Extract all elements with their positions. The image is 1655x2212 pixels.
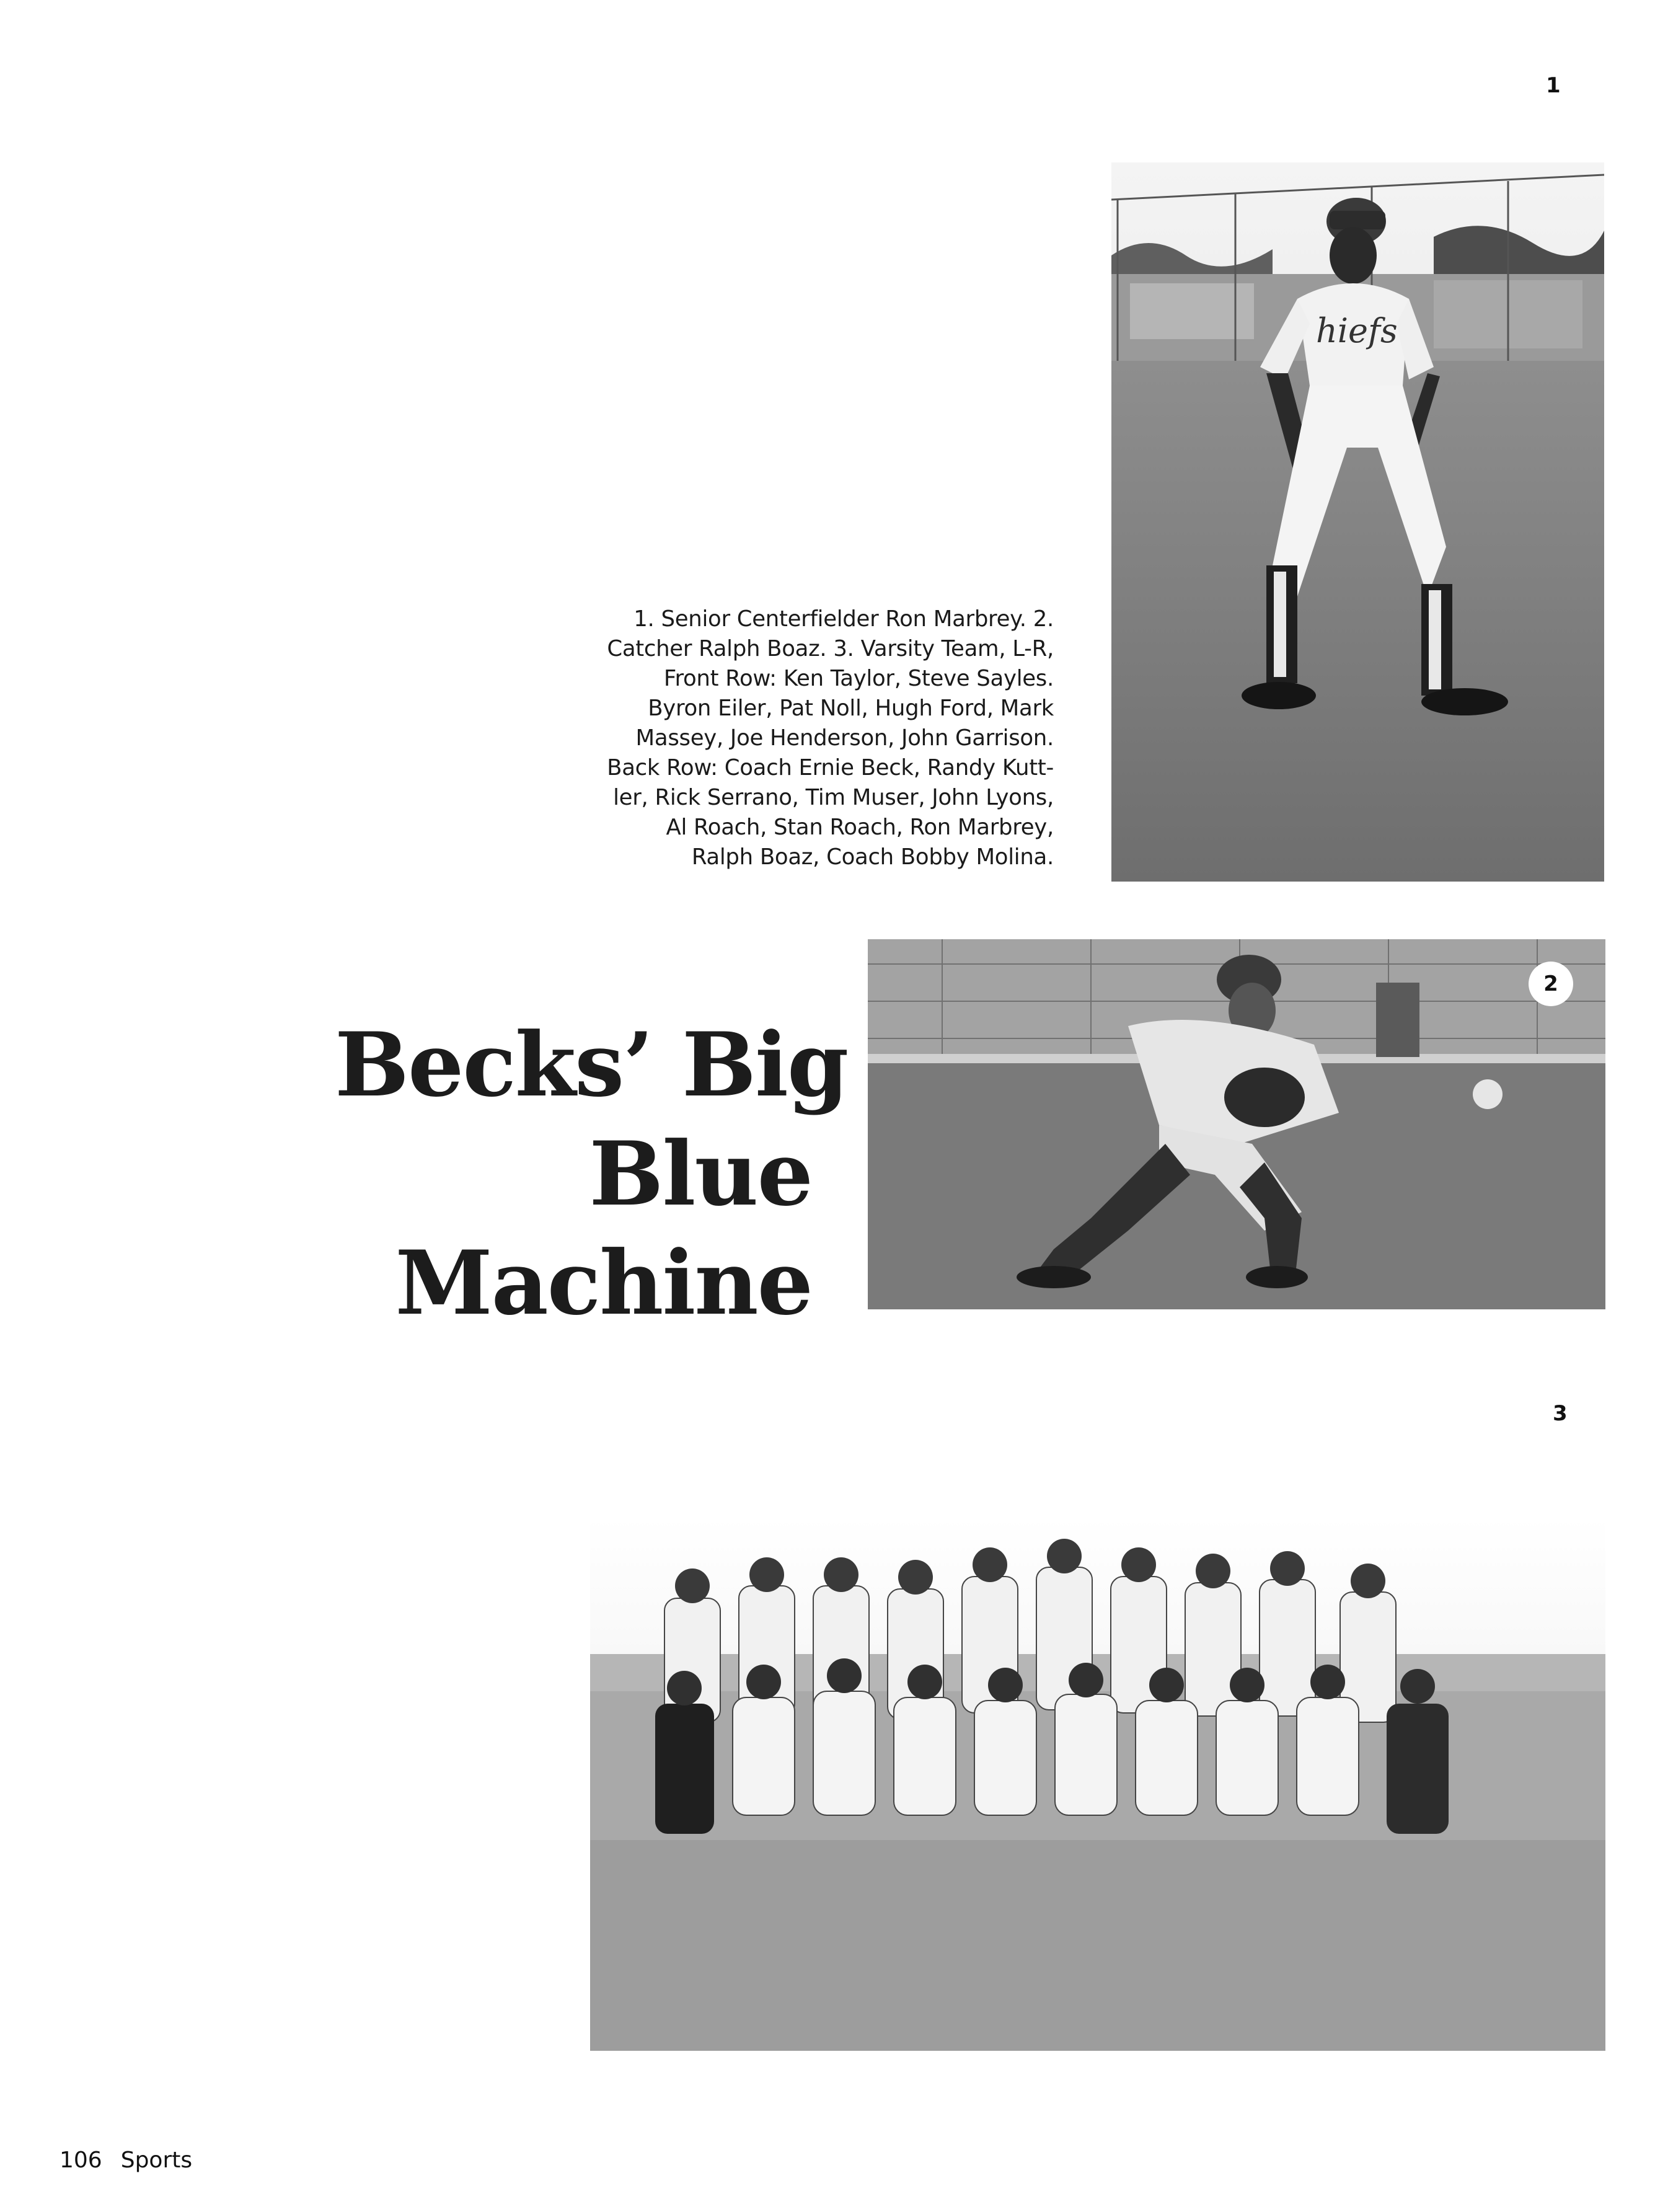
section-name: Sports xyxy=(120,2148,193,2173)
caption-line: Back Row: Coach Ernie Beck, Randy Kutt- xyxy=(607,755,1054,781)
photo-varsity-team xyxy=(590,1518,1605,2051)
caption-line: Catcher Ralph Boaz. 3. Varsity Team, L-R, xyxy=(607,636,1054,661)
headline-line-1: Becks’ Big xyxy=(335,1014,848,1117)
headline xyxy=(335,1011,848,1338)
photo-number-3: 3 xyxy=(1553,1401,1568,1426)
caption-line: Ralph Boaz, Coach Bobby Molina. xyxy=(691,844,1054,870)
page-number: 106 xyxy=(60,2148,102,2173)
svg-text:hiefs: hiefs xyxy=(1316,311,1398,350)
photo-centerfielder xyxy=(1111,162,1604,882)
caption-line: 1. Senior Centerfielder Ron Marbrey. 2. xyxy=(633,606,1054,632)
caption-line: ler, Rick Serrano, Tim Muser, John Lyons, xyxy=(613,785,1054,810)
caption-line: Al Roach, Stan Roach, Ron Marbrey, xyxy=(666,815,1054,840)
page-footer xyxy=(60,2148,211,2173)
photo-caption xyxy=(592,604,1054,872)
headline-line-2: Blue xyxy=(589,1123,812,1226)
photo-number-1: 1 xyxy=(1546,73,1561,98)
caption-line: Massey, Joe Henderson, John Garrison. xyxy=(635,725,1054,751)
headline-line-3: Machine xyxy=(395,1232,812,1335)
caption-line: Front Row: Ken Taylor, Steve Sayles. xyxy=(663,666,1054,691)
caption-line: Byron Eiler, Pat Noll, Hugh Ford, Mark xyxy=(648,696,1054,721)
photo-number-2-badge: 2 xyxy=(1529,962,1573,1006)
photo-catcher xyxy=(868,939,1605,1309)
